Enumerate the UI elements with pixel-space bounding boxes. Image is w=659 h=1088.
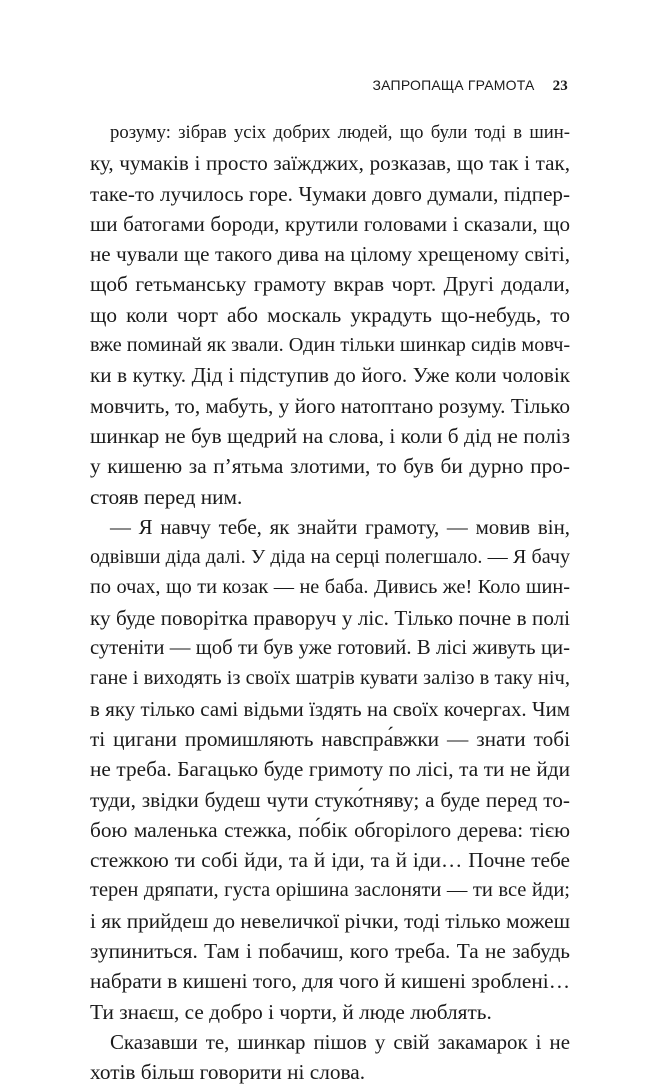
text-line: не чували ще такого дива на цілому хрещеному світі, [90, 242, 570, 267]
text-line: розуму: зібрав усіх добрих людей, що були тоді в шин- [110, 122, 570, 143]
text-line: Сказавши те, шинкар пішов у свій закамарок і не [110, 1029, 570, 1054]
text-line: що коли чорт або москаль украдуть що-небудь, то [90, 302, 570, 327]
text-line: ті цигани промишляють навспра́вжки — знати тобі [90, 726, 570, 751]
running-head [373, 77, 568, 95]
text-line: ши батогами бороди, крутили головами і сказали, що [90, 211, 570, 236]
text-line: ку буде поворітка праворуч у ліс. Тілько почне в полі [90, 605, 570, 630]
text-line: зупиниться. Там і побачиш, кого треба. Та не забудь [90, 939, 570, 964]
text-line: стежкою ти собі йди, та й іди, та й іди… Почне тебе [90, 848, 570, 873]
text-line: ки в кутку. Дід і підступив до його. Уже коли чоловік [90, 363, 570, 388]
text-line: туди, звідки будеш чути стуко́тняву; а буде перед то- [90, 787, 570, 812]
text-line: таке-то лучилось горе. Чумаки довго думали, підпер- [90, 181, 570, 206]
text-line: мовчить, то, мабуть, у його натоптано розуму. Тілько [90, 393, 571, 418]
running-title: ЗАПРОПАЩА ГРАМОТА [372, 77, 535, 93]
text-line: одвівши діда далі. У діда на серці полегшало. — Я бачу [90, 546, 570, 569]
text-line: ку, чумаків і просто заїжджих, розказав, що так і так, [90, 151, 570, 176]
text-line: хотів більш говорити ні слова. [90, 1060, 366, 1085]
text-line: гане і виходять із своїх шатрів кувати залізо в таку ніч, [90, 667, 570, 690]
text-line: сутеніти — щоб ти був уже готовий. В лісі живуть ци- [90, 637, 570, 660]
text-line: вже поминай як звали. Один тільки шинкар сидів мовч- [90, 334, 571, 357]
text-line: Ти знаєш, се добро і чорти, й люде люблять. [90, 999, 492, 1024]
page-number: 23 [552, 78, 568, 94]
text-line: шинкар не був щедрий на слова, і коли б дід не поліз [90, 423, 570, 448]
text-line: у кишеню за п’ятьма злотими, то був би дурно про- [90, 454, 570, 479]
text-line: і як прийдеш до невеличкої річки, тоді тілько можеш [90, 908, 570, 933]
text-line: — Я навчу тебе, як знайти грамоту, — мовив він, [110, 514, 570, 539]
text-line: не треба. Багацько буде гримоту по лісі, та ти не йди [90, 757, 570, 782]
text-line: набрати в кишені того, для чого й кишені зроблені… [90, 969, 570, 994]
text-line: по очах, що ти козак — не баба. Дивись же! Коло шин- [90, 576, 570, 599]
text-line: бою маленька стежка, по́бік обгорілого дерева: тією [90, 817, 570, 842]
text-line: стояв перед ним. [90, 484, 243, 509]
body-text [90, 118, 570, 1088]
text-line: щоб гетьманську грамоту вкрав чорт. Другі додали, [90, 272, 570, 297]
text-line: терен дряпати, густа орішина заслоняти — ти все йди; [90, 879, 570, 902]
text-line: в яку тілько самі відьми їздять на своїх кочергах. Чим [90, 696, 570, 721]
